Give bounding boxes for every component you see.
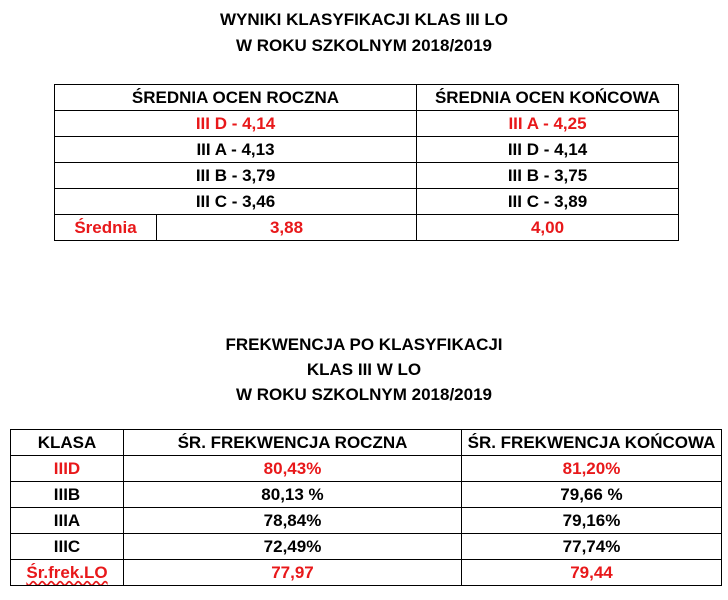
attendance-class-cell: IIID: [11, 456, 124, 482]
attendance-final-cell: 81,20%: [462, 456, 722, 482]
attendance-average-label: [11, 560, 124, 586]
attendance-header-class: KLASA: [11, 430, 124, 456]
grades-header-annual: ŚREDNIA OCEN ROCZNA: [55, 85, 417, 111]
table-row: [11, 456, 722, 482]
grades-title-line1: WYNIKI KLASYFIKACJI KLAS III LO: [219, 10, 509, 29]
attendance-annual-cell: 72,49%: [124, 534, 462, 560]
grades-average-row: [55, 215, 679, 241]
grades-title-line2: W ROKU SZKOLNYM 2018/2019: [235, 36, 492, 55]
attendance-final-cell: 77,74%: [462, 534, 722, 560]
grades-header-final: ŚREDNIA OCEN KOŃCOWA: [417, 85, 679, 111]
grades-final-cell: III B - 3,75: [417, 163, 679, 189]
grades-table: [54, 84, 679, 241]
grades-final-cell: III A - 4,25: [417, 111, 679, 137]
attendance-class-cell: IIIC: [11, 534, 124, 560]
table-row: [11, 534, 722, 560]
grades-annual-cell: III A - 4,13: [55, 137, 417, 163]
attendance-average-row: [11, 560, 722, 586]
attendance-final-cell: 79,66 %: [462, 482, 722, 508]
table-row: [55, 189, 679, 215]
grades-final-cell: III C - 3,89: [417, 189, 679, 215]
attendance-class-cell: IIIB: [11, 482, 124, 508]
attendance-average-final: 79,44: [462, 560, 722, 586]
attendance-table: [10, 429, 722, 586]
attendance-annual-cell: 78,84%: [124, 508, 462, 534]
table-row: [11, 482, 722, 508]
attendance-title-line1: FREKWENCJA PO KLASYFIKACJI: [225, 335, 503, 354]
attendance-annual-cell: 80,43%: [124, 456, 462, 482]
attendance-header-row: [11, 430, 722, 456]
table-row: [55, 163, 679, 189]
attendance-title-line3: W ROKU SZKOLNYM 2018/2019: [235, 385, 492, 404]
attendance-title-line2: KLAS III W LO: [306, 360, 422, 379]
grades-average-final: 4,00: [417, 215, 679, 241]
attendance-average-annual: 77,97: [124, 560, 462, 586]
grades-header-row: [55, 85, 679, 111]
table-row: [55, 137, 679, 163]
grades-average-annual: 3,88: [157, 215, 417, 241]
table-row: [55, 111, 679, 137]
grades-annual-cell: III D - 4,14: [55, 111, 417, 137]
attendance-class-cell: IIIA: [11, 508, 124, 534]
grades-final-cell: III D - 4,14: [417, 137, 679, 163]
grades-annual-cell: III B - 3,79: [55, 163, 417, 189]
grades-annual-cell: III C - 3,46: [55, 189, 417, 215]
table-row: [11, 508, 722, 534]
attendance-average-label-text: Śr.frek.LO: [26, 562, 108, 582]
grades-average-label: Średnia: [55, 215, 157, 241]
attendance-header-annual: ŚR. FREKWENCJA ROCZNA: [124, 430, 462, 456]
attendance-final-cell: 79,16%: [462, 508, 722, 534]
attendance-header-final: ŚR. FREKWENCJA KOŃCOWA: [462, 430, 722, 456]
attendance-annual-cell: 80,13 %: [124, 482, 462, 508]
